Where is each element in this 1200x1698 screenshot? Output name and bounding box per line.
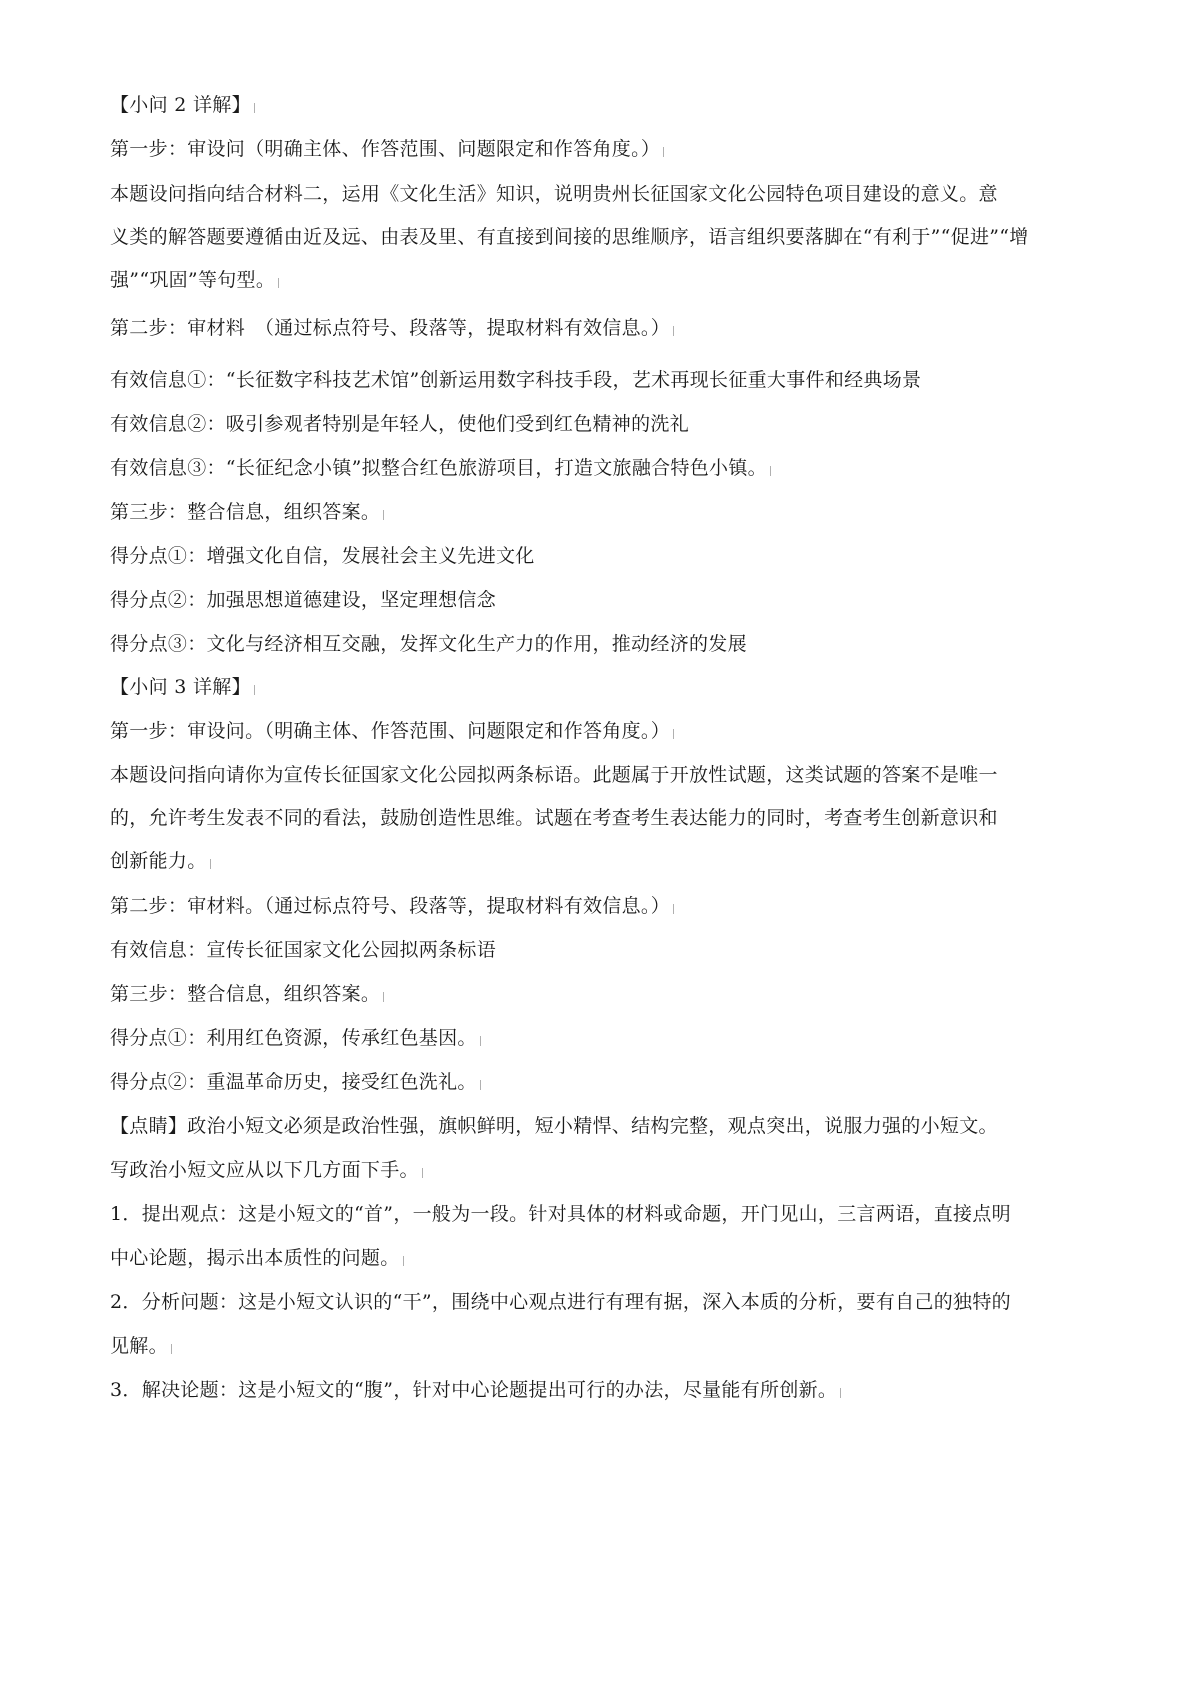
paragraph-mark-icon	[673, 904, 680, 914]
paragraph-mark-icon	[171, 1344, 178, 1354]
score-point-line: 得分点①：利用红色资源，传承红色基因。	[110, 1026, 1095, 1050]
step-line: 第三步：整合信息，组织答案。	[110, 500, 1095, 524]
score-point-line: 得分点②：重温革命历史，接受红色洗礼。	[110, 1070, 1095, 1094]
step-line: 第二步：审材料。（通过标点符号、段落等，提取材料有效信息。）	[110, 894, 1095, 918]
list-item-line: 见解。	[110, 1334, 1095, 1358]
score-point-line: 得分点①：增强文化自信，发展社会主义先进文化	[110, 545, 535, 567]
paragraph-mark-icon	[278, 278, 285, 288]
paragraph-mark-icon	[383, 992, 390, 1002]
paragraph-line: 义类的解答题要遵循由近及远、由表及里、有直接到间接的思维顺序，语言组织要落脚在“有利于”“促进”“增	[110, 226, 1029, 248]
score-point-line: 得分点②：加强思想道德建设，坚定理想信念	[110, 589, 497, 611]
step-line: 第一步：审设问（明确主体、作答范围、问题限定和作答角度。）	[110, 137, 1095, 161]
section-heading-q3: 【小问 3 详解】	[110, 675, 1095, 699]
step-line: 第一步：审设问。（明确主体、作答范围、问题限定和作答角度。）	[110, 719, 1095, 743]
paragraph-mark-icon	[254, 685, 261, 695]
paragraph-mark-icon	[403, 1256, 410, 1266]
paragraph-mark-icon	[210, 859, 217, 869]
paragraph-mark-icon	[422, 1168, 429, 1178]
section-heading-q2: 【小问 2 详解】	[110, 93, 1095, 117]
paragraph-mark-icon	[480, 1080, 487, 1090]
paragraph-mark-icon	[770, 466, 777, 476]
paragraph-mark-icon	[480, 1036, 487, 1046]
paragraph-mark-icon	[254, 103, 261, 113]
paragraph-mark-icon	[383, 510, 390, 520]
paragraph-mark-icon	[673, 729, 680, 739]
list-item-line: 1．提出观点：这是小短文的“首”，一般为一段。针对具体的材料或命题，开门见山，三言两语，直接点明	[110, 1203, 1011, 1225]
list-item-line: 2．分析问题：这是小短文认识的“干”，围绕中心观点进行有理有据，深入本质的分析，要有自己的独特的	[110, 1291, 1011, 1313]
paragraph-mark-icon	[663, 147, 670, 157]
tip-paragraph-line: 【点睛】政治小短文必须是政治性强，旗帜鲜明，短小精悍、结构完整，观点突出，说服力强的小短文。	[110, 1115, 998, 1137]
paragraph-line: 强”“巩固”等句型。	[110, 268, 1095, 292]
score-point-line: 得分点③：文化与经济相互交融，发挥文化生产力的作用，推动经济的发展	[110, 633, 747, 655]
paragraph-line: 本题设问指向结合材料二，运用《文化生活》知识，说明贵州长征国家文化公园特色项目建设的意义。意	[110, 183, 998, 205]
step-line: 第三步：整合信息，组织答案。	[110, 982, 1095, 1006]
paragraph-mark-icon	[840, 1388, 847, 1398]
info-line: 有效信息：宣传长征国家文化公园拟两条标语	[110, 939, 497, 961]
list-item-line: 3．解决论题：这是小短文的“腹”，针对中心论题提出可行的办法，尽量能有所创新。	[110, 1378, 1095, 1402]
list-item-line: 中心论题，揭示出本质性的问题。	[110, 1246, 1095, 1270]
paragraph-line: 创新能力。	[110, 849, 1095, 873]
info-line: 有效信息①：“长征数字科技艺术馆”创新运用数字科技手段，艺术再现长征重大事件和经典场景	[110, 369, 922, 391]
step-line: 第二步：审材料 （通过标点符号、段落等，提取材料有效信息。）	[110, 316, 1095, 340]
paragraph-line: 的，允许考生发表不同的看法，鼓励创造性思维。试题在考查考生表达能力的同时，考查考生创新意识和	[110, 807, 998, 829]
tip-paragraph-line: 写政治小短文应从以下几方面下手。	[110, 1158, 1095, 1182]
info-line: 有效信息②：吸引参观者特别是年轻人，使他们受到红色精神的洗礼	[110, 413, 690, 435]
paragraph-mark-icon	[673, 326, 680, 336]
paragraph-line: 本题设问指向请你为宣传长征国家文化公园拟两条标语。此题属于开放性试题，这类试题的答案不是唯一	[110, 764, 998, 786]
info-line: 有效信息③：“长征纪念小镇”拟整合红色旅游项目，打造文旅融合特色小镇。	[110, 456, 1095, 480]
